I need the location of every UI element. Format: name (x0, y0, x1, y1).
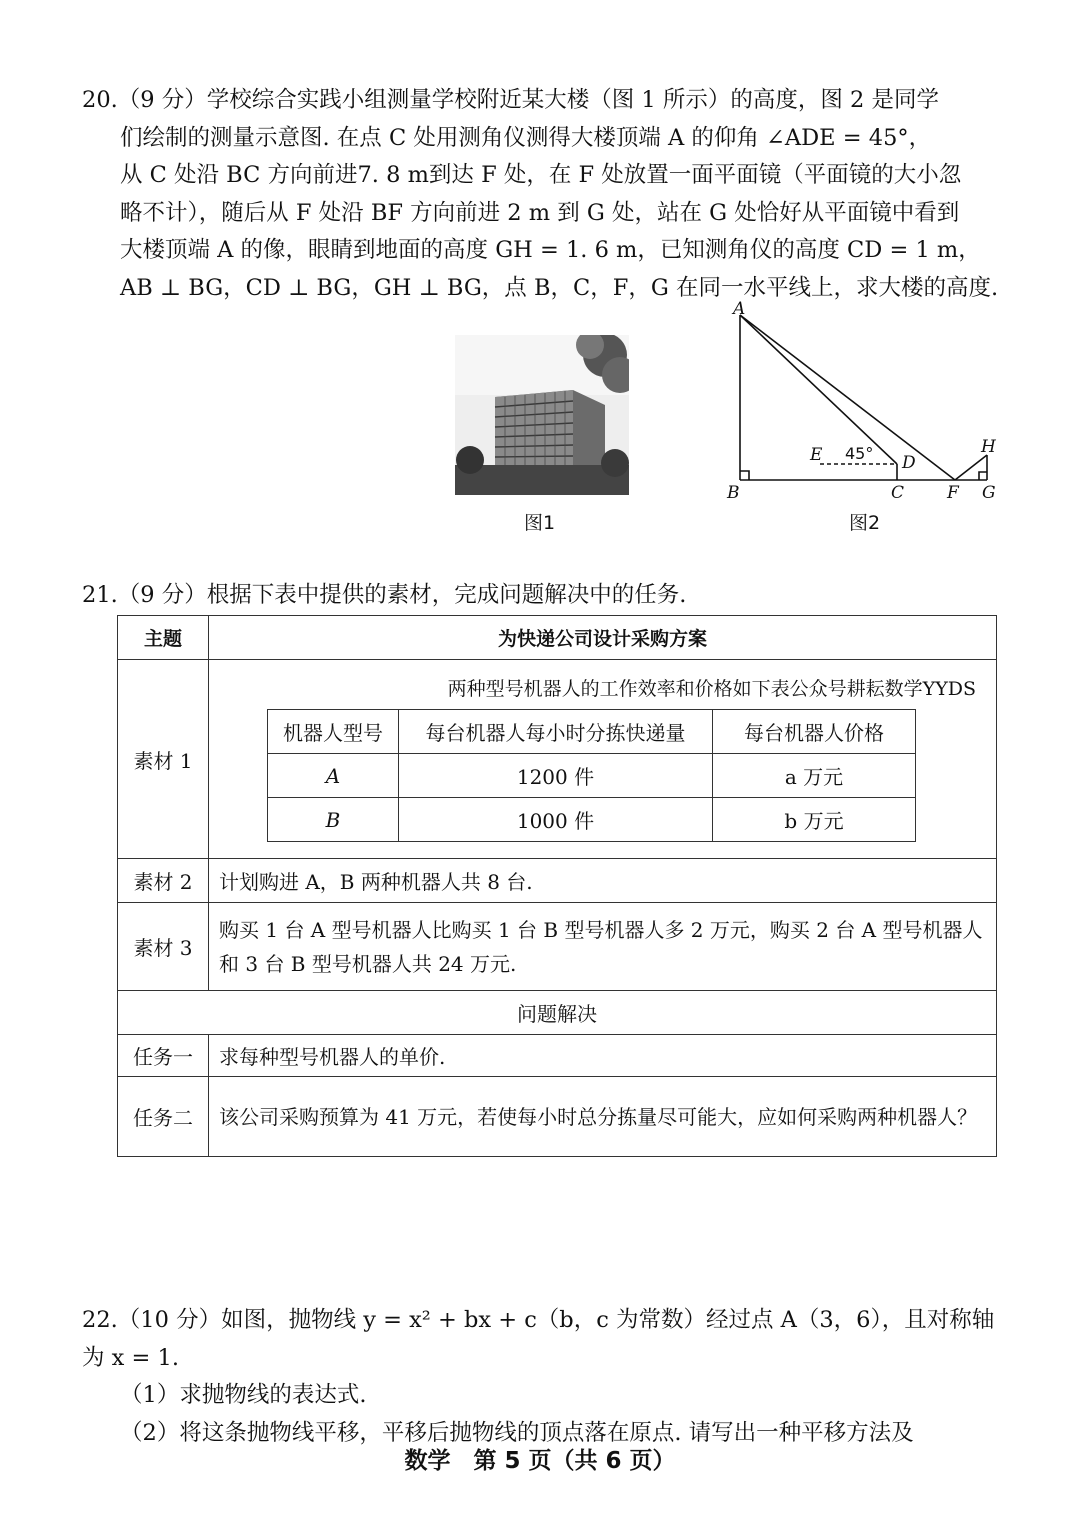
label-h: H (981, 437, 996, 457)
q22-line-2: （1）求抛物线的表达式. (120, 1382, 367, 1408)
page-footer: 数学 第 5 页（共 6 页） (404, 1448, 676, 1474)
question-21 (82, 577, 1002, 615)
label-b: B (727, 483, 740, 503)
solve-label: 问题解决 (118, 991, 997, 1035)
figure-2-diagram (715, 300, 1015, 510)
q20-line-2: 们绘制的测量示意图. 在点 C 处用测角仪测得大楼顶端 A 的仰角 ∠ADE = 45°， (120, 124, 932, 151)
robot-col-model: 机器人型号 (268, 710, 399, 754)
q20-line-1: 20.（9 分）学校综合实践小组测量学校附近某大楼（图 1 所示）的高度，图 2 是同学 (82, 87, 939, 113)
topic-label: 主题 (118, 616, 209, 660)
task-1-label: 任务一 (118, 1035, 209, 1077)
material-1-row (118, 660, 997, 859)
q21-intro: 21.（9 分）根据下表中提供的素材，完成问题解决中的任务. (82, 582, 687, 608)
segment-fh (955, 455, 987, 480)
task-2-label: 任务二 (118, 1077, 209, 1157)
robot-b-model: B (268, 798, 399, 842)
task-2-text: 该公司采购预算为 41 万元，若使每小时总分拣量尽可能大，应如何采购两种机器人？ (209, 1077, 997, 1157)
robot-a-model: A (268, 754, 399, 798)
topic-row (118, 616, 997, 660)
q20-line-3: 从 C 处沿 BC 方向前进7. 8 m到达 F 处，在 F 处放置一面平面镜（平面镜的大小忽 (120, 162, 962, 188)
task-2-row (118, 1077, 997, 1157)
robot-b-price: b 万元 (713, 798, 916, 842)
question-22 (82, 1302, 1002, 1452)
robot-table-header (268, 710, 916, 754)
topic-title: 为快递公司设计采购方案 (209, 616, 997, 660)
figure-1-caption: 图1 (524, 512, 556, 534)
q22-line-3: （2）将这条抛物线平移，平移后抛物线的顶点落在原点. 请写出一种平移方法及 (120, 1419, 914, 1446)
robot-col-rate: 每台机器人每小时分拣快递量 (399, 710, 713, 754)
figure-1-building-photo (455, 335, 629, 495)
task-1-text: 求每种型号机器人的单价. (209, 1035, 997, 1077)
label-f: F (947, 483, 959, 503)
material-2-label: 素材 2 (118, 859, 209, 903)
robot-row-b (268, 798, 916, 842)
material-3-label: 素材 3 (118, 903, 209, 991)
robot-row-a (268, 754, 916, 798)
q20-line-5: 大楼顶端 A 的像，眼睛到地面的高度 GH = 1. 6 m，已知测角仪的高度 CD = 1 m， (120, 237, 981, 263)
building-illustration (455, 335, 629, 495)
robot-b-rate: 1000 件 (399, 798, 713, 842)
right-angle-b (740, 471, 749, 480)
robot-a-rate: 1200 件 (399, 754, 713, 798)
label-c: C (891, 483, 905, 503)
robot-a-price: a 万元 (713, 754, 916, 798)
q20-line-4: 略不计），随后从 F 处沿 BF 方向前进 2 m 到 G 处，站在 G 处恰好从平面镜中看到 (120, 199, 960, 226)
robot-table (267, 709, 916, 842)
material-1-content (209, 660, 997, 859)
label-a: A (733, 300, 746, 319)
material-2-text: 计划购进 A，B 两种机器人共 8 台. (209, 859, 997, 903)
material-1-label: 素材 1 (118, 660, 209, 859)
label-g: G (982, 483, 996, 503)
robot-col-price: 每台机器人价格 (713, 710, 916, 754)
label-d: D (902, 453, 916, 473)
material-1-text: 两种型号机器人的工作效率和价格如下表公众号耕耘数学YYDS (447, 678, 976, 700)
label-e: E (810, 445, 823, 465)
q22-line-1: 22.（10 分）如图，抛物线 y = x² + bx + c（b，c 为常数）经过点 A（3，6），且对称轴为 x = 1. (82, 1307, 995, 1371)
figure-2-caption: 图2 (849, 512, 881, 534)
material-3-row (118, 903, 997, 991)
q20-line-6: AB ⊥ BG，CD ⊥ BG，GH ⊥ BG，点 B，C，F，G 在同一水平线上，求大楼的高度. (120, 274, 999, 301)
material-3-text: 购买 1 台 A 型号机器人比购买 1 台 B 型号机器人多 2 万元，购买 2 台 A 型号机器人和 3 台 B 型号机器人共 24 万元. (209, 903, 997, 991)
material-2-row (118, 859, 997, 903)
right-angle-g (979, 472, 987, 480)
question-20 (82, 82, 1002, 307)
materials-table (117, 615, 997, 1157)
label-angle-45: 45° (845, 444, 874, 463)
solve-row (118, 991, 997, 1035)
task-1-row (118, 1035, 997, 1077)
segment-ad (740, 315, 897, 464)
